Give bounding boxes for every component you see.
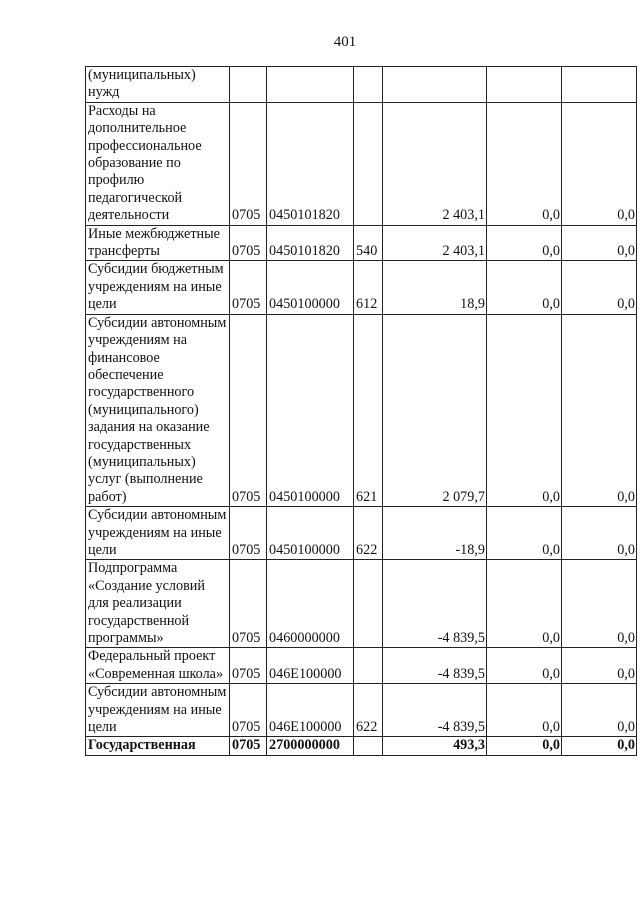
amount-year3-cell: 0,0 [562,261,637,314]
table-row [86,648,637,684]
target-code-cell [267,67,354,103]
page-number: 401 [333,34,357,50]
amount-year2-cell: 0,0 [487,507,562,560]
amount-year3-cell: 0,0 [562,560,637,648]
target-code-cell: 0450100000 [267,507,354,560]
expense-type-cell [354,560,383,648]
budget-table-body [86,67,637,756]
expense-type-cell [354,102,383,225]
section-code-cell: 0705 [230,684,267,737]
row-name-cell: Государственная [86,737,230,755]
target-code-cell: 046E100000 [267,684,354,737]
amount-year2-cell: 0,0 [487,225,562,261]
table-row [86,684,637,737]
amount-year2-cell: 0,0 [487,737,562,755]
target-code-cell: 0450101820 [267,225,354,261]
table-row [86,507,637,560]
table-row [86,737,637,755]
section-code-cell: 0705 [230,737,267,755]
amount-year3-cell: 0,0 [562,102,637,225]
amount-year3-cell: 0,0 [562,507,637,560]
row-name-cell: Иные межбюджетные трансферты [86,225,230,261]
amount-year3-cell: 0,0 [562,225,637,261]
amount-year1-cell: 493,3 [383,737,487,755]
row-name-cell: Субсидии автономным учреждениям на финансовое обеспечение государственного (муниципального) задания на оказание государственных (муниципальных) услуг (выполнение работ) [86,314,230,506]
amount-year3-cell: 0,0 [562,737,637,755]
row-name-cell: Федеральный проект «Современная школа» [86,648,230,684]
amount-year2-cell: 0,0 [487,314,562,506]
expense-type-cell: 622 [354,684,383,737]
row-name-cell: Подпрограмма «Создание условий для реализации государственной программы» [86,560,230,648]
section-code-cell: 0705 [230,560,267,648]
table-row [86,102,637,225]
row-name-cell: Расходы на дополнительное профессиональное образование по профилю педагогической деятельности [86,102,230,225]
amount-year2-cell: 0,0 [487,560,562,648]
expense-type-cell [354,67,383,103]
amount-year1-cell: -4 839,5 [383,648,487,684]
expense-type-cell: 621 [354,314,383,506]
amount-year1-cell [383,67,487,103]
table-row [86,67,637,103]
target-code-cell: 0450100000 [267,314,354,506]
section-code-cell: 0705 [230,225,267,261]
amount-year2-cell: 0,0 [487,102,562,225]
section-code-cell: 0705 [230,261,267,314]
row-name-cell: Субсидии автономным учреждениям на иные цели [86,684,230,737]
section-code-cell [230,67,267,103]
row-name-cell: Субсидии автономным учреждениям на иные цели [86,507,230,560]
section-code-cell: 0705 [230,102,267,225]
amount-year1-cell: 2 079,7 [383,314,487,506]
row-name-cell: (муниципальных) нужд [86,67,230,103]
amount-year1-cell: -4 839,5 [383,684,487,737]
section-code-cell: 0705 [230,507,267,560]
amount-year3-cell: 0,0 [562,314,637,506]
amount-year3-cell [562,67,637,103]
expense-type-cell [354,737,383,755]
expense-type-cell: 612 [354,261,383,314]
table-row [86,314,637,506]
amount-year2-cell: 0,0 [487,648,562,684]
table-row [86,261,637,314]
table-row [86,225,637,261]
target-code-cell: 0460000000 [267,560,354,648]
amount-year1-cell: 2 403,1 [383,225,487,261]
amount-year3-cell: 0,0 [562,684,637,737]
row-name-cell: Субсидии бюджетным учреждениям на иные цели [86,261,230,314]
target-code-cell: 0450100000 [267,261,354,314]
amount-year2-cell: 0,0 [487,261,562,314]
expense-type-cell [354,648,383,684]
table-row [86,560,637,648]
section-code-cell: 0705 [230,648,267,684]
section-code-cell: 0705 [230,314,267,506]
amount-year1-cell: 2 403,1 [383,102,487,225]
amount-year1-cell: -18,9 [383,507,487,560]
amount-year2-cell [487,67,562,103]
target-code-cell: 046E100000 [267,648,354,684]
budget-table [85,66,637,756]
amount-year2-cell: 0,0 [487,684,562,737]
expense-type-cell: 622 [354,507,383,560]
target-code-cell: 0450101820 [267,102,354,225]
expense-type-cell: 540 [354,225,383,261]
amount-year1-cell: 18,9 [383,261,487,314]
amount-year3-cell: 0,0 [562,648,637,684]
target-code-cell: 2700000000 [267,737,354,755]
amount-year1-cell: -4 839,5 [383,560,487,648]
